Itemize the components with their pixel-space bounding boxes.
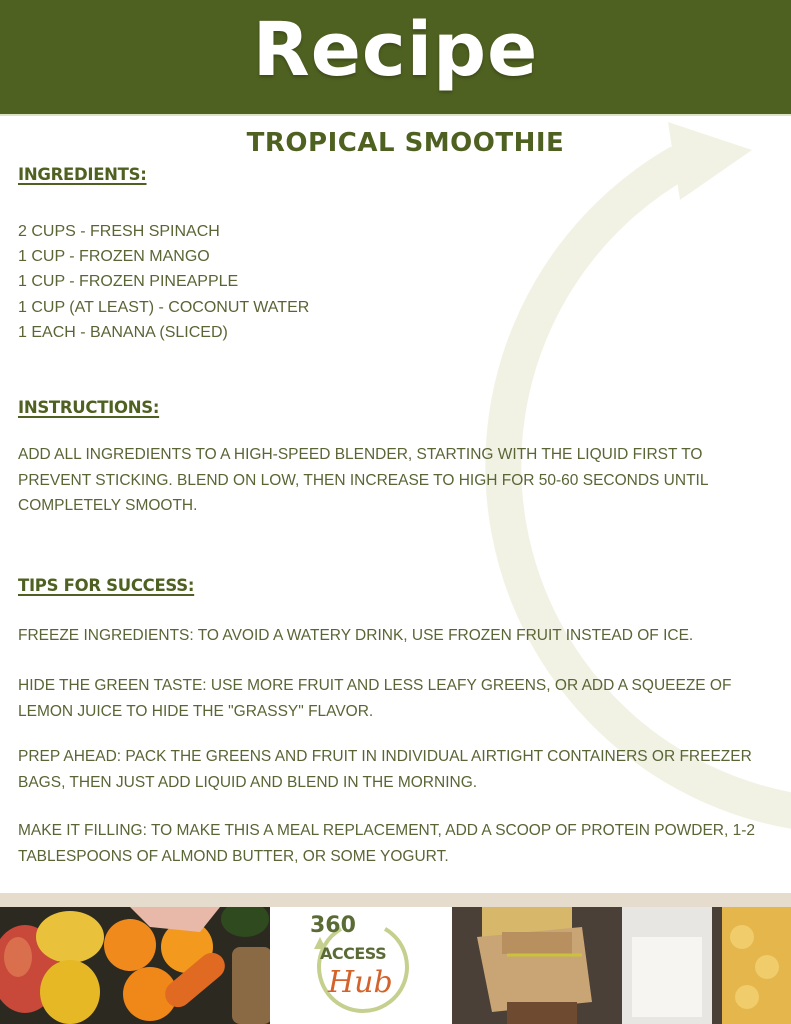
recipe-name: TROPICAL SMOOTHIE [246, 128, 565, 158]
logo-text-360: 360 [310, 913, 356, 938]
tip-item: FREEZE INGREDIENTS: TO AVOID A WATERY DRINK, USE FROZEN FRUIT INSTEAD OF ICE. [18, 627, 694, 644]
instructions-text: ADD ALL INGREDIENTS TO A HIGH-SPEED BLENDER, STARTING WITH THE LIQUID FIRST TO PREVENT STICKING. BLEND ON LOW, THEN INCREASE TO HIGH FOR 50-60 SECONDS UNTIL COMPLETELY SMOOTH. [18, 446, 708, 514]
footer-divider [0, 893, 791, 907]
logo-text-hub: Hub [328, 965, 393, 1000]
ingredients-list [18, 219, 309, 345]
ingredient-item: 1 EACH - BANANA (SLICED) [18, 323, 228, 341]
tip-item: HIDE THE GREEN TASTE: USE MORE FRUIT AND LESS LEAFY GREENS, OR ADD A SQUEEZE OF LEMON JUICE TO HIDE THE "GRASSY" FLAVOR. [18, 677, 732, 720]
ingredients-heading: INGREDIENTS: [18, 165, 147, 184]
ingredient-item: 1 CUP (AT LEAST) - COCONUT WATER [18, 298, 310, 316]
footer [0, 907, 791, 1024]
ingredient-item: 1 CUP - FROZEN MANGO [18, 248, 210, 266]
page-title: Recipe [252, 7, 539, 93]
ingredient-item: 1 CUP - FROZEN PINEAPPLE [18, 273, 239, 291]
logo-360-access-hub [270, 907, 452, 1024]
logo-text-access: ACCESS [320, 944, 387, 963]
tip-item: MAKE IT FILLING: TO MAKE THIS A MEAL REPLACEMENT, ADD A SCOOP OF PROTEIN POWDER, 1-2 TABLESPOONS OF ALMOND BUTTER, OR SOME YOGURT. [18, 822, 756, 865]
instructions-heading: INSTRUCTIONS: [18, 398, 160, 417]
fresh-produce-photo [0, 907, 270, 1024]
tip-item: PREP AHEAD: PACK THE GREENS AND FRUIT IN INDIVIDUAL AIRTIGHT CONTAINERS OR FREEZER BAGS, THEN JUST ADD LIQUID AND BLEND IN THE MORNING. [18, 748, 752, 791]
ingredient-item: 2 CUPS - FRESH SPINACH [18, 223, 220, 240]
pantry-staples-photo [452, 907, 791, 1024]
tips-heading: TIPS FOR SUCCESS: [18, 576, 195, 595]
